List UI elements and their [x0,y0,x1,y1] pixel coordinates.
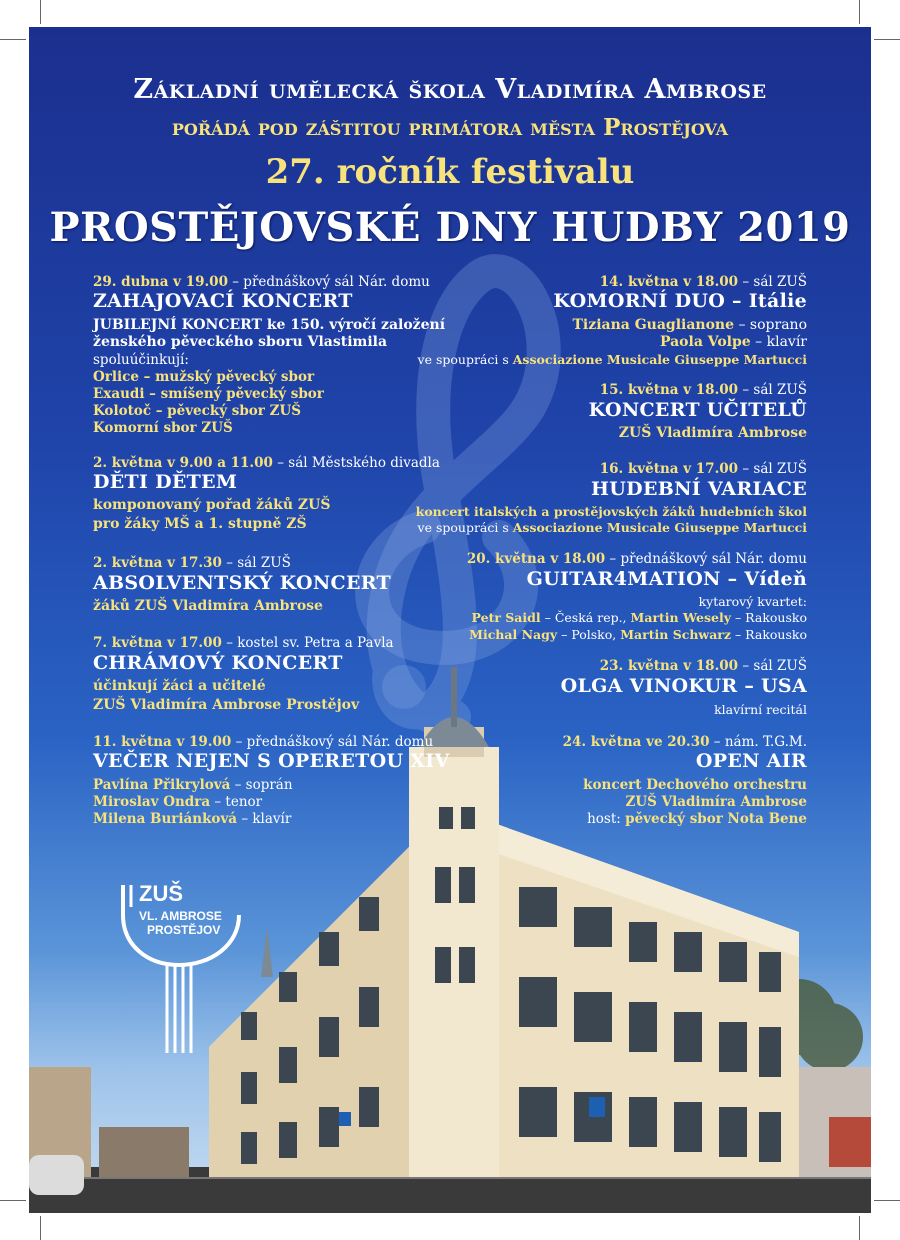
event-title: GUITAR4MATION – Vídeň [526,568,807,590]
event-title: KONCERT UČITELŮ [588,399,807,421]
crop-mark [874,1200,900,1201]
crop-mark [859,1216,860,1240]
event-date: 24. května ve 20.30 – nám. T.G.M. [562,734,807,750]
event-line: žáků ZUŠ Vladimíra Ambrose [93,598,323,614]
patronage-line: pořádá pod záštitou primátora města Prostějova [171,114,729,141]
crop-mark [40,0,41,24]
event-line: Exaudi – smíšený pěvecký sbor [93,386,324,402]
crop-mark [859,0,860,24]
logo-text: ZUŠ [139,881,183,906]
event-title: CHRÁMOVÝ KONCERT [93,652,343,674]
event-date: 2. května v 17.30 – sál ZUŠ [93,555,291,571]
event-title: VEČER NEJEN S OPERETOU XIV [93,750,450,772]
event-line: Komorní sbor ZUŠ [93,420,233,436]
festival-edition: 27. ročník festivalu [265,152,635,192]
event-line: Kolotoč – pěvecký sbor ZUŠ [93,403,301,419]
event-line: komponovaný pořad žáků ZUŠ [93,497,331,513]
event-line: ZUŠ Vladimíra Ambrose Prostějov [93,697,360,713]
event-line: ženského pěveckého sboru Vlastimila [93,334,388,350]
festival-title: PROSTĚJOVSKÉ DNY HUDBY 2019 [49,204,851,251]
cooperation-line: ve spoupráci s Associazione Musicale Giuseppe Martucci [417,352,807,367]
crop-mark [0,1200,26,1201]
car [29,1155,84,1195]
event-date: 16. května v 17.00 – sál ZUŠ [599,461,807,477]
performer-line: Paola Volpe – klavír [659,334,807,350]
event-title: HUDEBNÍ VARIACE [591,478,807,500]
treble-clef-icon [372,271,544,718]
event-line: kytarový kvartet: [698,594,807,609]
event-date: 23. května v 18.00 – sál ZUŠ [599,658,807,674]
crop-mark [0,39,26,40]
performer-line: Pavlína Přikrylová – soprán [93,777,293,793]
event-title: OPEN AIR [695,750,807,772]
crop-mark [874,39,900,40]
performer-line: Michal Nagy – Polsko, Martin Schwarz – Rakousko [469,627,807,642]
performer-line: Tiziana Guaglianone – soprano [572,317,807,333]
crop-mark [40,1216,41,1240]
performer-line: Miroslav Ondra – tenor [93,794,263,810]
event-line: host: pěvecký sbor Nota Bene [587,811,807,827]
event-date: 14. května v 18.00 – sál ZUŠ [599,274,807,290]
event-line: účinkují žáci a učitelé [93,678,266,694]
event-line: klavírní recitál [714,702,807,717]
event-line: spoluúčinkují: [93,352,189,368]
event-date: 2. května v 9.00 a 11.00 – sál Městského divadla [93,455,440,471]
event-line: pro žáky MŠ a 1. stupně ZŠ [93,516,307,532]
event-title: KOMORNÍ DUO – Itálie [553,290,807,312]
logo-text: PROSTĚJOV [147,923,221,937]
event-line: koncert italských a prostějovských žáků hudebních škol [415,504,807,519]
event-line: ZUŠ Vladimíra Ambrose [618,425,807,441]
event-line: Orlice – mužský pěvecký sbor [93,369,315,385]
event-title: DĚTI DĚTEM [93,471,238,493]
event-line: JUBILEJNÍ KONCERT ke 150. výročí založení [93,317,446,333]
event-date: 15. května v 18.00 – sál ZUŠ [599,382,807,398]
logo-text: VL. AMBROSE [139,909,222,923]
event-title: ZAHAJOVACÍ KONCERT [93,290,353,312]
event-title: ABSOLVENTSKÝ KONCERT [93,572,391,594]
school-name: Základní umělecká škola Vladimíra Ambrose [133,74,767,105]
performer-line: Milena Buriánková – klavír [93,811,292,827]
event-date: 29. dubna v 19.00 – přednáškový sál Nár. domu [93,274,430,290]
event-line: koncert Dechového orchestru [583,777,807,793]
clef-dot [382,665,426,709]
school-logo [117,875,247,1059]
event-title: OLGA VINOKUR – USA [560,675,807,697]
festival-poster [29,27,871,1213]
performer-line: Petr Saidl – Česká rep., Martin Wesely – Rakousko [471,610,807,625]
cooperation-line: ve spoupráci s Associazione Musicale Giuseppe Martucci [417,520,807,535]
event-date: 20. května v 18.00 – přednáškový sál Nár. domu [466,551,807,567]
event-line: ZUŠ Vladimíra Ambrose [625,794,807,810]
event-date: 7. května v 17.00 – kostel sv. Petra a Pavla [93,635,394,651]
event-date: 11. května v 19.00 – přednáškový sál Nár. domu [93,734,434,750]
